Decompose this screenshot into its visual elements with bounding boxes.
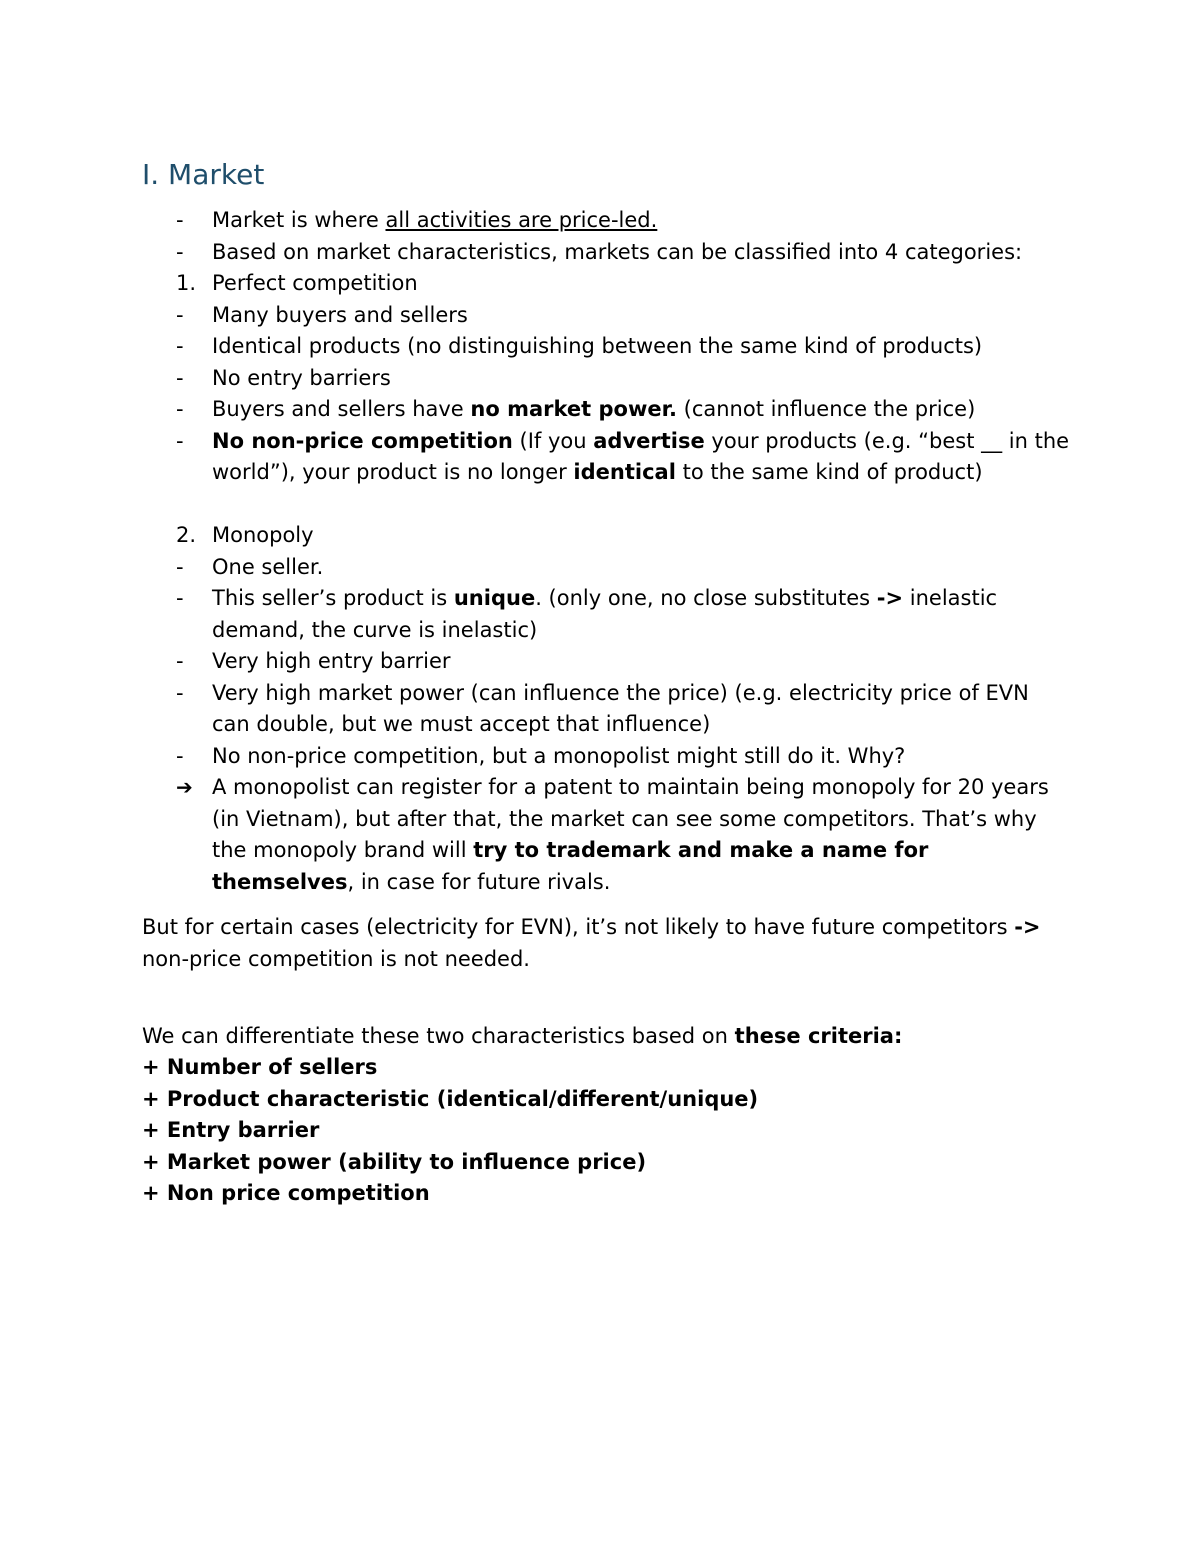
- numbered-item-perfect-competition: 1. Perfect competition: [142, 268, 1072, 300]
- list-item: - Based on market characteristics, markets can be classified into 4 categories:: [142, 237, 1072, 269]
- list-item: - Buyers and sellers have no market power. (cannot influence the price): [142, 394, 1072, 426]
- list-item: - No entry barriers: [142, 363, 1072, 395]
- dash-bullet: -: [176, 365, 184, 390]
- list-item: - Very high market power (can influence the price) (e.g. electricity price of EVN can double, but we must accept that influence): [142, 678, 1072, 741]
- criteria-item: + Non price competition: [142, 1181, 430, 1205]
- list-item: - One seller.: [142, 552, 1072, 584]
- list-item: - Many buyers and sellers: [142, 300, 1072, 332]
- list-number: 2.: [176, 523, 197, 547]
- dash-bullet: -: [176, 680, 184, 705]
- note-paragraph: But for certain cases (electricity for EVN), it’s not likely to have future competitors -> non-price competition is not needed.: [142, 915, 1041, 971]
- dash-bullet: -: [176, 428, 184, 453]
- list-number: 1.: [176, 271, 197, 295]
- dash-bullet: -: [176, 586, 184, 610]
- dash-bullet: -: [176, 554, 184, 579]
- arrow-list-item: ➔ A monopolist can register for a patent to maintain being monopoly for 20 years (in Vietnam), but after that, the market can see some competitors. That’s why the monopoly brand will try to trademark and make a name for themselves, in case for future rivals.: [142, 772, 1072, 898]
- criteria-item: + Number of sellers: [142, 1055, 378, 1079]
- right-arrow-icon: ➔: [176, 775, 193, 799]
- document-body: [142, 205, 1072, 1210]
- criteria-item: + Market power (ability to influence price): [142, 1149, 647, 1174]
- list-item: - No non-price competition, but a monopolist might still do it. Why?: [142, 741, 1072, 773]
- dash-bullet: -: [176, 397, 184, 421]
- numbered-item-monopoly: 2. Monopoly: [142, 520, 1072, 552]
- dash-bullet: -: [176, 334, 184, 358]
- underlined-text: all activities are price-led.: [385, 208, 658, 232]
- criteria-item: + Product characteristic (identical/different/unique): [142, 1086, 759, 1111]
- list-item: - No non-price competition (If you advertise your products (e.g. “best __ in the world”), your product is no longer identical to the same kind of product): [142, 426, 1072, 489]
- dash-bullet: -: [176, 208, 184, 232]
- dash-bullet: -: [176, 239, 184, 264]
- list-item: - Very high entry barrier: [142, 646, 1072, 678]
- list-item: - Market is where all activities are price-led.: [142, 205, 1072, 237]
- criteria-intro: We can differentiate these two characteristics based on these criteria:: [142, 1023, 903, 1048]
- dash-bullet: -: [176, 649, 184, 673]
- section-heading: I. Market: [142, 158, 265, 191]
- list-item: - Identical products (no distinguishing between the same kind of products): [142, 331, 1072, 363]
- criteria-item: + Entry barrier: [142, 1118, 320, 1142]
- list-item: - This seller’s product is unique. (only one, no close substitutes -> inelastic demand, the curve is inelastic): [142, 583, 1072, 646]
- dash-bullet: -: [176, 302, 184, 327]
- dash-bullet: -: [176, 743, 184, 768]
